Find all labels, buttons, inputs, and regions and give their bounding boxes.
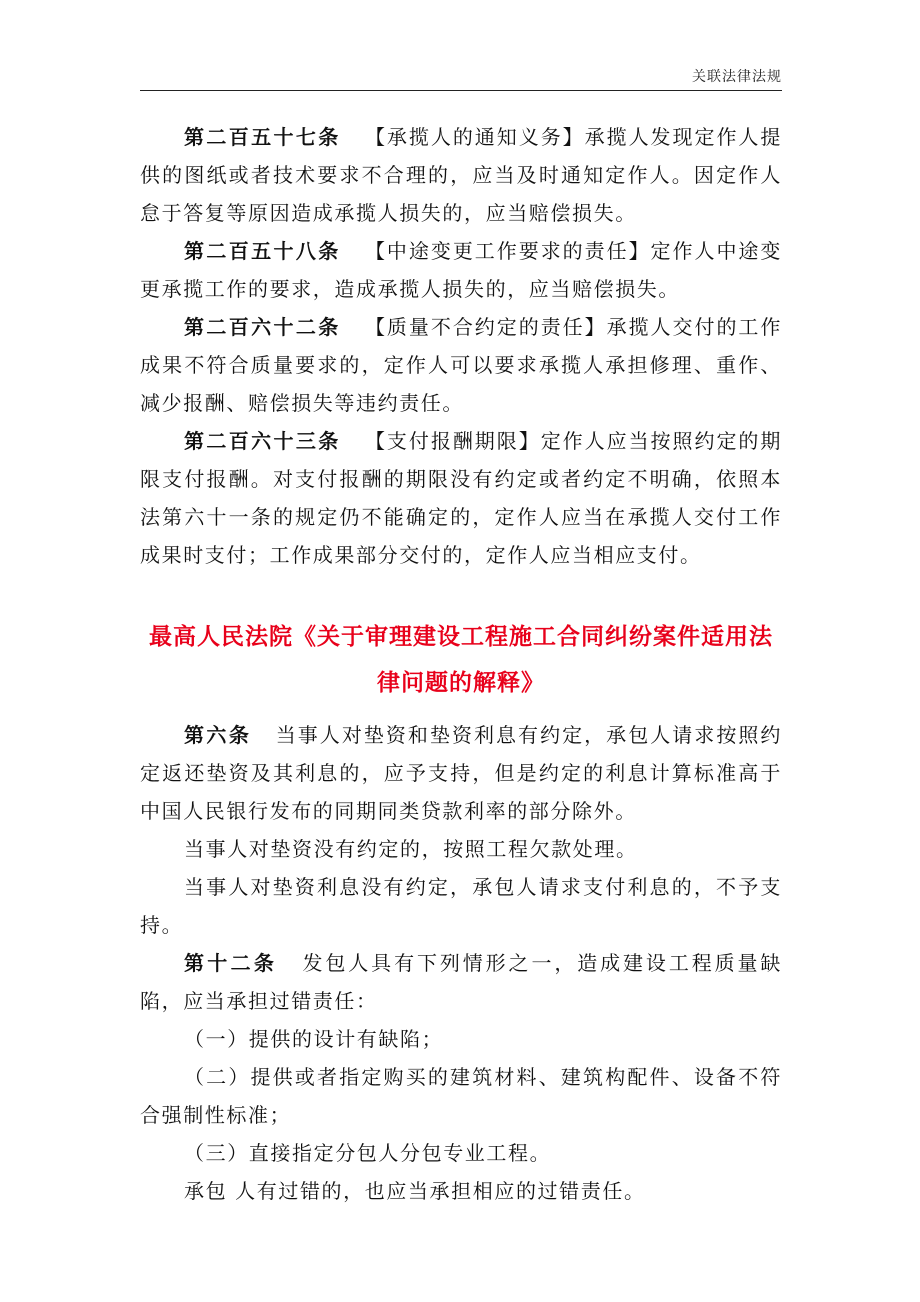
article-number: 第二百六十三条 — [184, 429, 341, 453]
article-12-item-3: （三）直接指定分包人分包专业工程。 — [184, 1141, 552, 1165]
section-title — [140, 614, 782, 706]
article-number: 第十二条 — [184, 951, 278, 975]
article-262 — [140, 308, 782, 422]
section-title-line-1: 最高人民法院《关于审理建设工程施工合同纠纷案件适用法 — [149, 624, 773, 650]
article-number: 第二百六十二条 — [184, 315, 341, 339]
article-text: 发包人具有下列情形之一，造成建设工程质量缺陷，应当承担过错责任： — [140, 951, 782, 1013]
article-text: 【质量不合约定的责任】承揽人交付的工作成果不符合质量要求的，定作人可以要求承揽人承担修理、重作、减少报酬、赔偿损失等违约责任。 — [140, 315, 783, 415]
article-263 — [140, 422, 782, 574]
document-body — [140, 118, 782, 1210]
page-header — [140, 66, 782, 91]
article-12 — [140, 944, 782, 1020]
article-6 — [140, 716, 782, 830]
article-number: 第二百五十七条 — [184, 125, 341, 149]
article-text: 【中途变更工作要求的责任】定作人中途变更承揽工作的要求，造成承揽人损失的，应当赔偿损失。 — [140, 239, 783, 301]
header-title: 关联法律法规 — [692, 69, 782, 85]
article-text: 【支付报酬期限】定作人应当按照约定的期限支付报酬。对支付报酬的期限没有约定或者约定不明确，依照本法第六十一条的规定仍不能确定的，定作人应当在承揽人交付工作成果时支付；工作成果部分交付的，定作人应当相应支付。 — [140, 429, 783, 567]
article-6-paragraph-2: 当事人对垫资没有约定的，按照工程欠款处理。 — [184, 837, 638, 861]
article-12-item-2: （二）提供或者指定购买的建筑材料、建筑构配件、设备不符合强制性标准； — [140, 1065, 782, 1127]
article-12-item-1: （一）提供的设计有缺陷； — [184, 1027, 444, 1051]
article-number: 第二百五十八条 — [184, 239, 341, 263]
article-12-closing: 承包 人有过错的，也应当承担相应的过错责任。 — [184, 1179, 646, 1203]
article-257 — [140, 118, 782, 232]
article-258 — [140, 232, 782, 308]
article-number: 第六条 — [184, 723, 252, 747]
section-title-line-2: 律问题的解释》 — [377, 670, 545, 696]
article-6-paragraph-3: 当事人对垫资利息没有约定，承包人请求支付利息的，不予支持。 — [140, 875, 782, 937]
article-text: 【承揽人的通知义务】承揽人发现定作人提供的图纸或者技术要求不合理的，应当及时通知定作人。因定作人怠于答复等原因造成承揽人损失的，应当赔偿损失。 — [140, 125, 783, 225]
article-text: 当事人对垫资和垫资利息有约定，承包人请求按照约定返还垫资及其利息的，应予支持，但是约定的利息计算标准高于中国人民银行发布的同期同类贷款利率的部分除外。 — [140, 723, 782, 823]
